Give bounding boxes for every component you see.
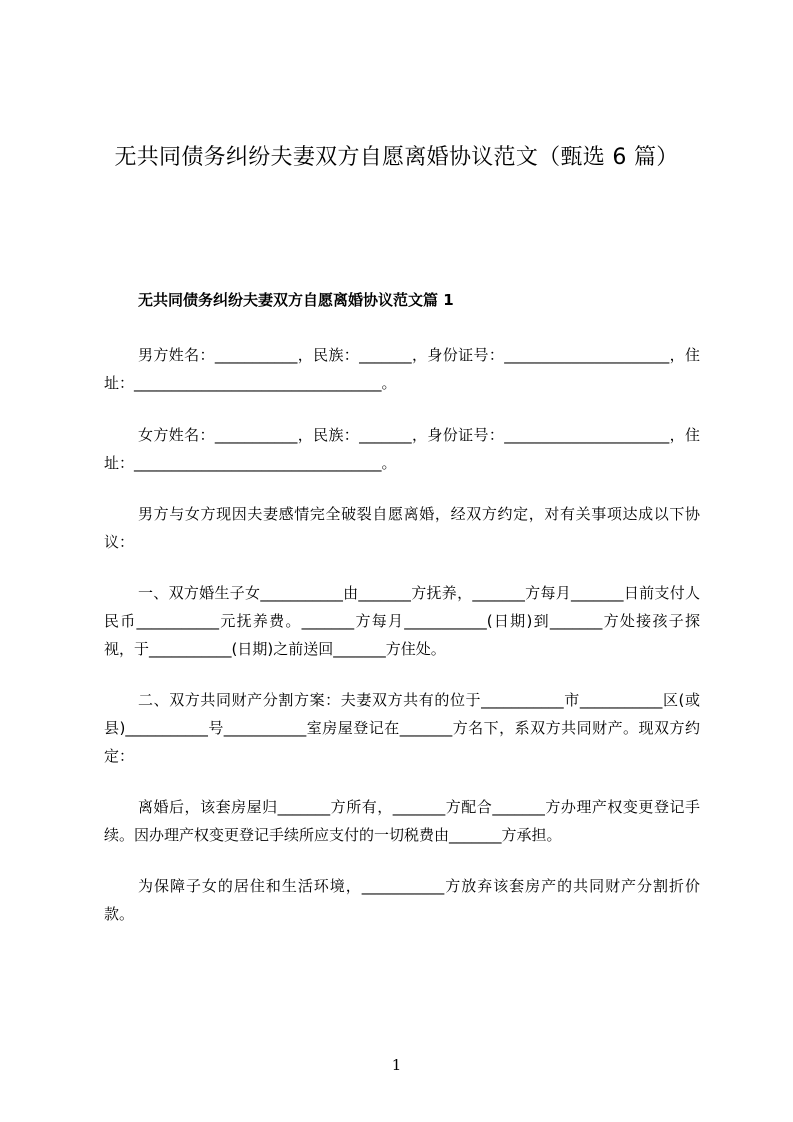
paragraph-agreement-intro: 男方与女方现因夫妻感情完全破裂自愿离婚，经双方约定，对有关事项达成以下协议： [104, 505, 700, 551]
paragraph-male-info: 男方姓名：___________，民族：_______，身份证号：______________________，住址：_________________________________。 [104, 346, 700, 392]
paragraph-waiver: 为保障子女的居住和生活环境，___________方放弃该套房产的共同财产分割折价款。 [104, 877, 700, 923]
page-number: 1 [391, 1056, 402, 1074]
paragraph-female-info: 女方姓名：___________，民族：_______，身份证号：______________________，住址：_________________________________。 [104, 426, 700, 472]
document-title: 无共同债务纠纷夫妻双方自愿离婚协议范文（甄选 6 篇） [114, 145, 679, 170]
paragraph-child-custody: 一、双方婚生子女___________由_______方抚养，_______方每月_______日前支付人民币___________元抚养费。_______方每月___________(日期)到_______方处接孩子探视，于___________(日期)之前送回_______方住处。 [104, 584, 700, 658]
paragraph-house-ownership: 离婚后，该套房屋归_______方所有，_______方配合_______方办理产权变更登记手续。因办理产权变更登记手续所应支付的一切税费由_______方承担。 [104, 798, 700, 844]
section-heading: 无共同债务纠纷夫妻双方自愿离婚协议范文篇 1 [138, 291, 454, 309]
paragraph-property-division: 二、双方共同财产分割方案：夫妻双方共有的位于___________市___________区(或县)___________号___________室房屋登记在_______方名下，系双方共同财产。现双方约定： [104, 691, 700, 765]
